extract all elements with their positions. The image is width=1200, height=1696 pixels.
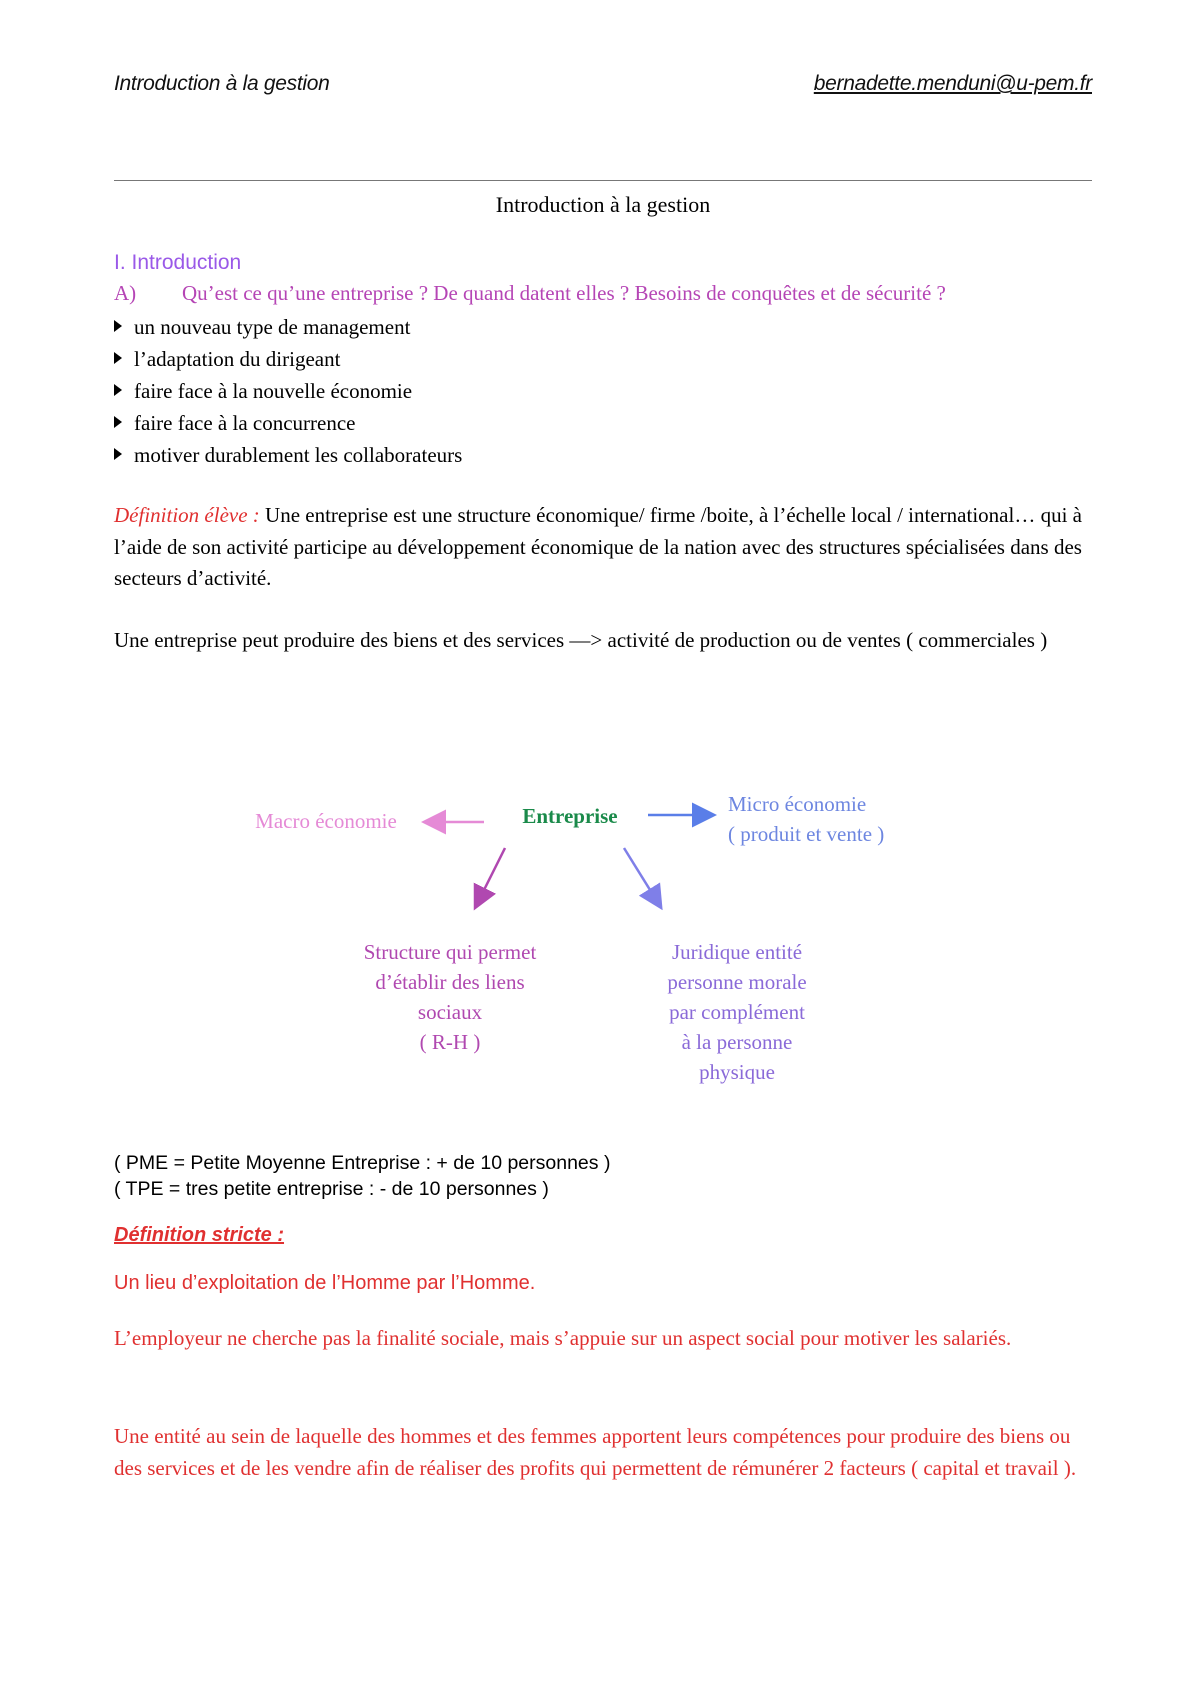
list-item: faire face à la concurrence xyxy=(114,407,462,439)
tpe-line: ( TPE = tres petite entreprise : - de 10 personnes ) xyxy=(114,1178,549,1200)
subsection-text: Qu’est ce qu’une entreprise ? De quand datent elles ? Besoins de conquêtes et de sécurité ? xyxy=(182,281,946,305)
definition-stricte-para3: Une entité au sein de laquelle des hommes et des femmes apportent leurs compétences pour produire des biens ou des services et de les vendre afin de réaliser des profits qui permettent de rémunérer 2 facteurs ( capital et travail ). xyxy=(114,1424,1077,1480)
list-item: faire face à la nouvelle économie xyxy=(114,375,462,407)
definition-eleve-text: Une entreprise est une structure économique/ firme /boite, à l’échelle local / international… qui à l’aide de son activité participe au développement économique de la nation avec des structures spécialisées dans des secteurs d’activité. xyxy=(114,503,1082,590)
diagram-micro-line1: Micro économie xyxy=(728,792,867,816)
header-email-link[interactable]: bernadette.menduni@u-pem.fr xyxy=(813,72,1092,95)
list-item: un nouveau type de management xyxy=(114,311,462,343)
diagram-structure-sociale: Structure qui permet d’établir des liens sociaux ( R-H ) xyxy=(363,940,537,1054)
definition-stricte-label: Définition stricte : xyxy=(114,1224,285,1246)
definition-stricte-line1: Un lieu d’exploitation de l’Homme par l’Homme. xyxy=(114,1272,536,1294)
production-paragraph: Une entreprise peut produire des biens et des services —> activité de production ou de ventes ( commerciales ) xyxy=(114,628,1048,652)
diagram-entreprise-center: Entreprise xyxy=(522,804,618,828)
section-heading: I. Introduction xyxy=(114,251,242,274)
diagram-micro-line2: ( produit et vente ) xyxy=(728,822,885,846)
diagram-macro-economie: Macro économie xyxy=(255,809,397,833)
diagram-juridique-entite: Juridique entité personne morale par complément à la personne physique xyxy=(667,940,807,1084)
pme-tpe-block xyxy=(114,1150,610,1202)
header-title: Introduction à la gestion xyxy=(114,72,330,95)
arrow-to-structure xyxy=(476,848,505,906)
list-item: motiver durablement les collaborateurs xyxy=(114,439,462,471)
list-item: l’adaptation du dirigeant xyxy=(114,343,462,375)
document-title: Introduction à la gestion xyxy=(495,192,711,217)
definition-eleve-label: Définition élève : xyxy=(114,503,260,527)
definition-stricte-para2: L’employeur ne cherche pas la finalité sociale, mais s’appuie sur un aspect social pour motiver les salariés. xyxy=(114,1326,1012,1350)
subsection-letter: A) xyxy=(114,281,137,305)
arrow-to-juridique xyxy=(624,848,660,906)
pme-line: ( PME = Petite Moyenne Entreprise : + de 10 personnes ) xyxy=(114,1152,611,1174)
